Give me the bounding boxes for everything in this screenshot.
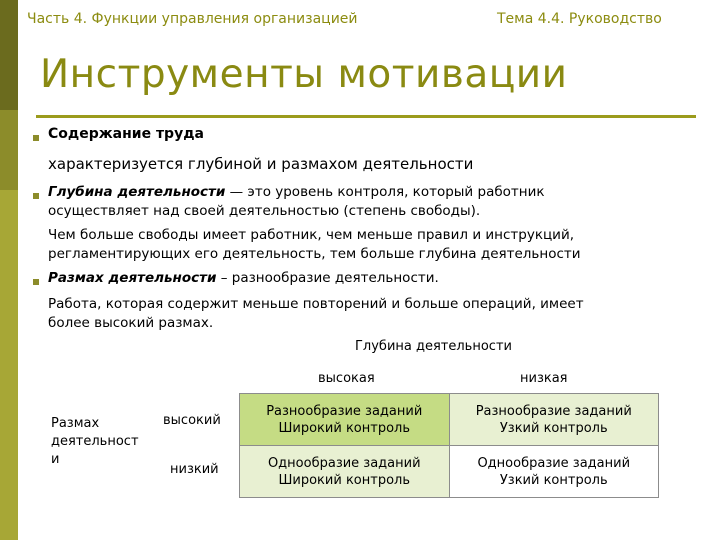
matrix-col-high: высокая	[318, 371, 375, 386]
row-axis-line3: и	[51, 452, 60, 467]
section-heading: Содержание труда	[48, 126, 204, 142]
row-axis-line2: деятельност	[51, 434, 139, 449]
depth-note	[48, 226, 688, 264]
sidebar-band-light	[0, 190, 18, 540]
scope-note-line1: Работа, которая содержит меньше повторений и больше операций, имеет	[48, 296, 584, 312]
cell-line1: Разнообразие заданий	[266, 403, 423, 419]
scope-definition	[48, 269, 688, 288]
row-axis-line1: Размах	[51, 416, 100, 431]
bullet-marker	[33, 193, 39, 199]
depth-def-line1: — это уровень контроля, который работник	[225, 184, 545, 200]
cell-line2: Узкий контроль	[499, 420, 608, 436]
sidebar-band-mid	[0, 110, 18, 190]
scope-note-line2: более высокий размах.	[48, 315, 214, 331]
cell-line1: Однообразие заданий	[267, 455, 421, 471]
bullet-marker	[33, 279, 39, 285]
depth-term: Глубина деятельности	[48, 184, 226, 200]
cell-line1: Разнообразие заданий	[475, 403, 632, 419]
sidebar-band-dark	[0, 0, 18, 110]
header-part: Часть 4. Функции управления организацией	[27, 11, 358, 27]
cell-line2: Широкий контроль	[278, 472, 410, 488]
depth-def-line2: осуществляет над своей деятельностью (степень свободы).	[48, 203, 481, 219]
scope-term: Размах деятельности	[48, 270, 217, 286]
depth-note-line1: Чем больше свободы имеет работник, чем меньше правил и инструкций,	[48, 227, 575, 243]
motivation-matrix	[239, 393, 659, 498]
sidebar-decoration	[0, 0, 18, 540]
cell-line1: Однообразие заданий	[477, 455, 631, 471]
matrix-cell-uniform-wide	[240, 446, 450, 498]
matrix-col-low: низкая	[520, 371, 568, 386]
matrix-row	[240, 394, 659, 446]
scope-note	[48, 295, 688, 333]
depth-definition	[48, 183, 688, 221]
matrix-row-axis	[51, 415, 139, 469]
depth-note-line2: регламентирующих его деятельность, тем больше глубина деятельности	[48, 246, 581, 262]
matrix-cell-variety-wide	[240, 394, 450, 446]
cell-line2: Узкий контроль	[499, 472, 608, 488]
matrix-cell-variety-narrow	[449, 394, 659, 446]
matrix-col-axis: Глубина деятельности	[355, 339, 512, 354]
matrix-cell-uniform-narrow	[449, 446, 659, 498]
scope-def: – разнообразие деятельности.	[216, 270, 439, 286]
title-divider	[36, 115, 696, 118]
section-subheading: характеризуется глубиной и размахом деятельности	[48, 155, 474, 173]
header-topic: Тема 4.4. Руководство	[497, 11, 662, 27]
bullet-marker	[33, 135, 39, 141]
page-title: Инструменты мотивации	[40, 52, 568, 97]
matrix-row	[240, 446, 659, 498]
matrix-row-high: высокий	[163, 413, 221, 428]
matrix-row-low: низкий	[170, 462, 219, 477]
cell-line2: Широкий контроль	[278, 420, 410, 436]
